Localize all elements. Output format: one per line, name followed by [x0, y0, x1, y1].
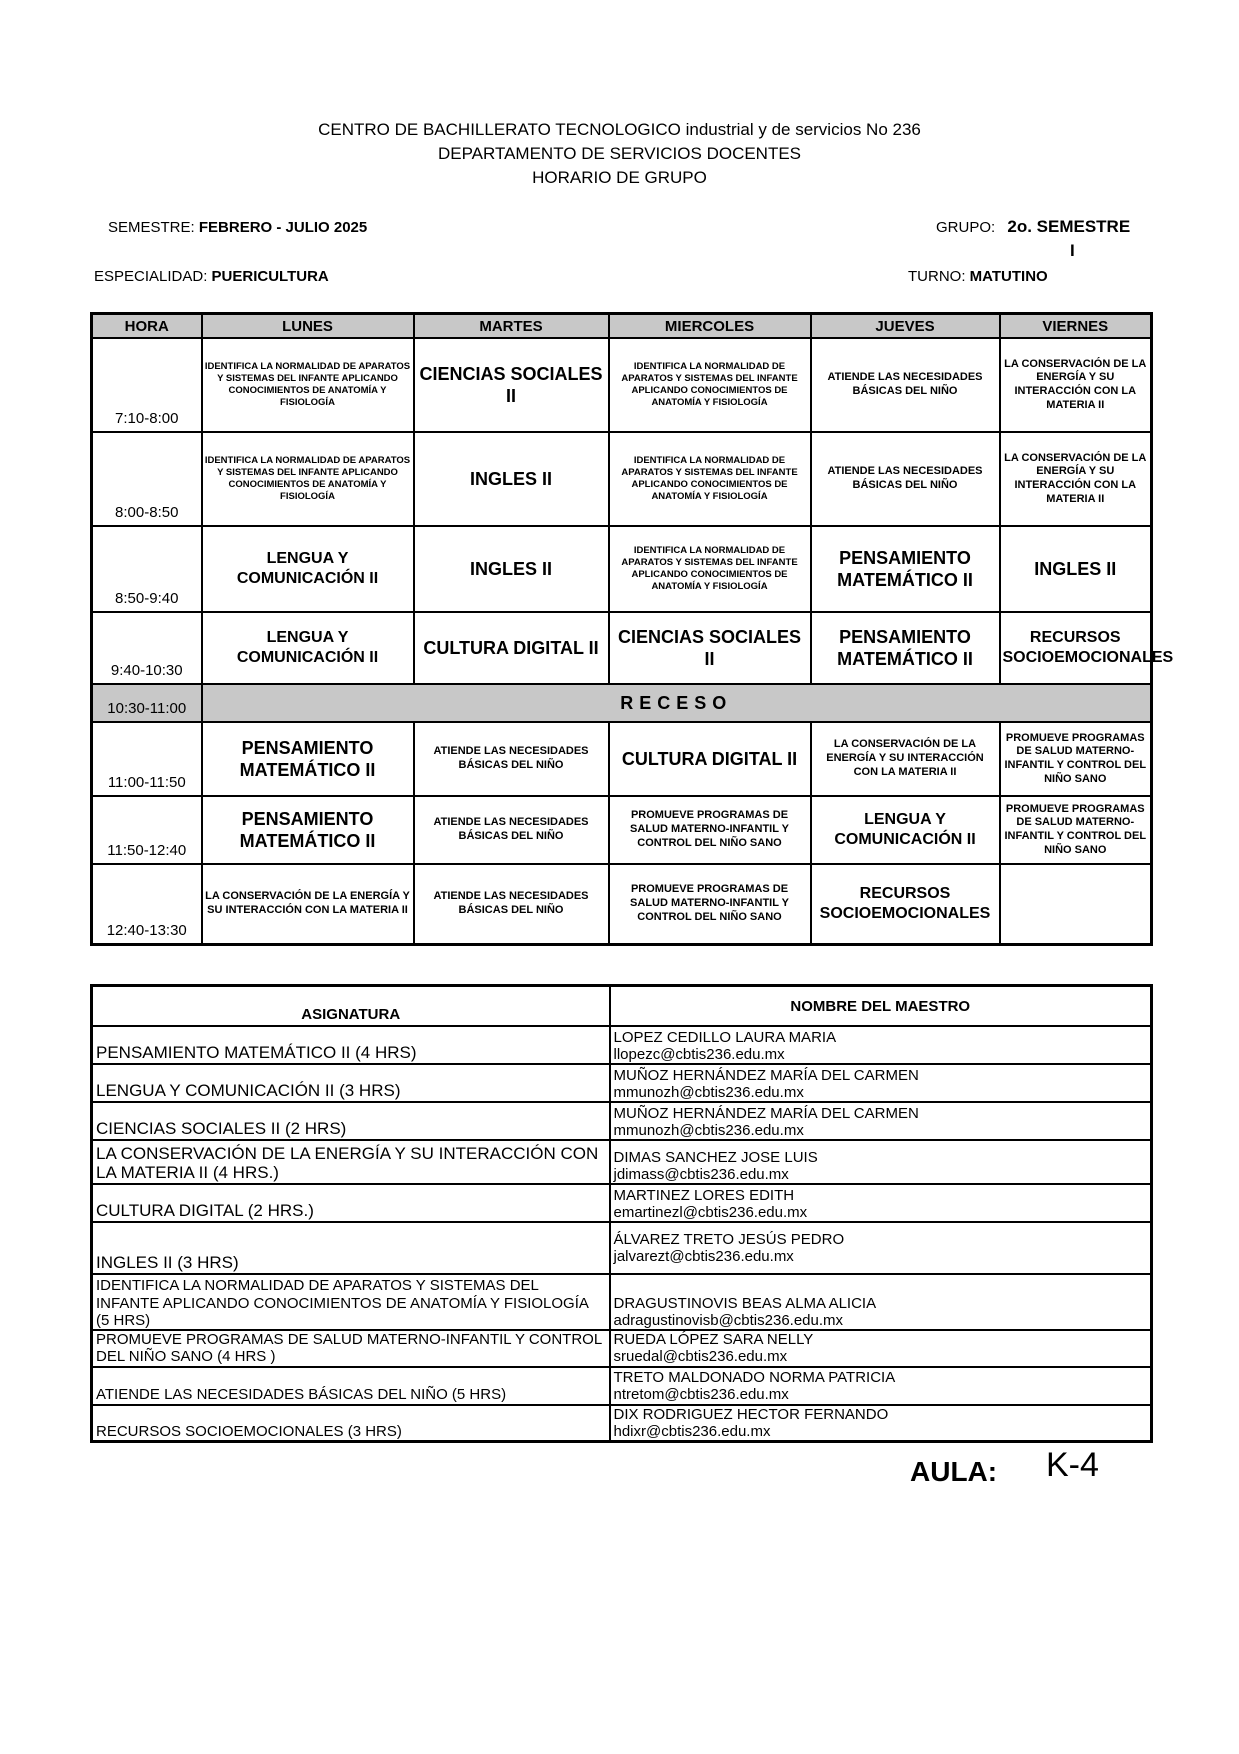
- teacher-info: [610, 1330, 1152, 1367]
- subject-name: RECURSOS SOCIOEMOCIONALES (3 HRS): [92, 1405, 610, 1442]
- schedule-table: [90, 312, 1174, 946]
- class-cell: ATIENDE LAS NECESIDADES BÁSICAS DEL NIÑO: [414, 722, 609, 796]
- teacher-email: ntretom@cbtis236.edu.mx: [613, 1386, 789, 1404]
- teacher-info: [610, 1184, 1152, 1222]
- hour-cell: 10:30-11:00: [92, 684, 202, 722]
- teacher-name: ÁLVAREZ TRETO JESÚS PEDRO: [613, 1230, 845, 1248]
- group-subvalue: I: [1070, 241, 1075, 260]
- hour-cell: 7:10-8:00: [92, 338, 202, 432]
- teacher-email: emartinezl@cbtis236.edu.mx: [613, 1203, 808, 1221]
- class-cell: IDENTIFICA LA NORMALIDAD DE APARATOS Y SISTEMAS DEL INFANTE APLICANDO CONOCIMIENTOS DE ANATOMÍA Y FISIOLOGÍA: [609, 338, 811, 432]
- class-cell: CULTURA DIGITAL II: [414, 612, 609, 684]
- hour-cell: 8:00-8:50: [92, 432, 202, 526]
- class-cell: INGLES II: [1000, 526, 1152, 612]
- hour-cell: 11:00-11:50: [92, 722, 202, 796]
- schedule-row: [92, 526, 1152, 612]
- teacher-name: DIX RODRIGUEZ HECTOR FERNANDO: [613, 1405, 889, 1423]
- teacher-row: [92, 1367, 1152, 1405]
- teacher-row: [92, 1222, 1152, 1274]
- class-cell: LA CONSERVACIÓN DE LA ENERGÍA Y SU INTERACCIÓN CON LA MATERIA II: [202, 864, 414, 944]
- teacher-info: [610, 1274, 1152, 1330]
- class-cell: IDENTIFICA LA NORMALIDAD DE APARATOS Y SISTEMAS DEL INFANTE APLICANDO CONOCIMIENTOS DE ANATOMÍA Y FISIOLOGÍA: [202, 432, 414, 526]
- subject-name: IDENTIFICA LA NORMALIDAD DE APARATOS Y SISTEMAS DEL INFANTE APLICANDO CONOCIMIENTOS DE ANATOMÍA Y FISIOLOGÍA (5 HRS): [92, 1274, 610, 1330]
- specialty-info: [94, 268, 329, 285]
- subject-name: LA CONSERVACIÓN DE LA ENERGÍA Y SU INTERACCIÓN CON LA MATERIA II (4 HRS.): [92, 1140, 610, 1184]
- class-cell: INGLES II: [414, 432, 609, 526]
- class-cell: [1000, 864, 1152, 944]
- class-cell: LENGUA Y COMUNICACIÓN II: [202, 612, 414, 684]
- teacher-row: [92, 1064, 1152, 1102]
- class-cell: ATIENDE LAS NECESIDADES BÁSICAS DEL NIÑO: [811, 432, 1000, 526]
- shift-info: [908, 268, 1048, 285]
- teacher-row: [92, 1405, 1152, 1442]
- teacher-row: [92, 1026, 1152, 1064]
- class-cell: PENSAMIENTO MATEMÁTICO II: [202, 722, 414, 796]
- header-friday: VIERNES: [1000, 314, 1152, 339]
- subject-header: ASIGNATURA: [92, 986, 610, 1027]
- hour-cell: 9:40-10:30: [92, 612, 202, 684]
- semester-info: [108, 219, 367, 236]
- teacher-row: [92, 1102, 1152, 1140]
- schedule-row: [92, 796, 1152, 864]
- class-cell: PROMUEVE PROGRAMAS DE SALUD MATERNO-INFANTIL Y CONTROL DEL NIÑO SANO: [1000, 796, 1152, 864]
- specialty-label: ESPECIALIDAD:: [94, 268, 208, 285]
- subject-name: LENGUA Y COMUNICACIÓN II (3 HRS): [92, 1064, 610, 1102]
- schedule-header-row: [92, 314, 1152, 339]
- subject-name: INGLES II (3 HRS): [92, 1222, 610, 1274]
- class-cell: RECURSOS SOCIOEMOCIONALES: [1000, 612, 1152, 684]
- header-tuesday: MARTES: [414, 314, 609, 339]
- teacher-header: NOMBRE DEL MAESTRO: [610, 986, 1152, 1027]
- group-value: 2o. SEMESTRE: [1007, 217, 1131, 236]
- teacher-row: [92, 1184, 1152, 1222]
- teacher-info: [610, 1140, 1152, 1184]
- document-title: HORARIO DE GRUPO: [532, 168, 707, 187]
- teacher-email: hdixr@cbtis236.edu.mx: [613, 1422, 771, 1440]
- teacher-email: llopezc@cbtis236.edu.mx: [613, 1045, 785, 1063]
- teacher-name: MUÑOZ HERNÁNDEZ MARÍA DEL CARMEN: [613, 1104, 919, 1122]
- schedule-row: [92, 338, 1152, 432]
- class-cell: RECURSOS SOCIOEMOCIONALES: [811, 864, 1000, 944]
- semester-label: SEMESTRE:: [108, 219, 195, 236]
- class-cell: PROMUEVE PROGRAMAS DE SALUD MATERNO-INFANTIL Y CONTROL DEL NIÑO SANO: [1000, 722, 1152, 796]
- class-cell: PENSAMIENTO MATEMÁTICO II: [202, 796, 414, 864]
- teacher-info: [610, 1026, 1152, 1064]
- hour-cell: 12:40-13:30: [92, 864, 202, 944]
- class-cell: LENGUA Y COMUNICACIÓN II: [202, 526, 414, 612]
- class-cell: PROMUEVE PROGRAMAS DE SALUD MATERNO-INFANTIL Y CONTROL DEL NIÑO SANO: [609, 796, 811, 864]
- department-name: DEPARTAMENTO DE SERVICIOS DOCENTES: [437, 144, 802, 163]
- class-cell: CIENCIAS SOCIALES II: [609, 612, 811, 684]
- teacher-name: RUEDA LÓPEZ SARA NELLY: [613, 1331, 814, 1348]
- teacher-email: mmunozh@cbtis236.edu.mx: [613, 1121, 804, 1139]
- teacher-email: sruedal@cbtis236.edu.mx: [613, 1348, 788, 1366]
- class-cell: ATIENDE LAS NECESIDADES BÁSICAS DEL NIÑO: [414, 796, 609, 864]
- header-thursday: JUEVES: [811, 314, 1000, 339]
- header-hour: HORA: [92, 314, 202, 339]
- hour-cell: 11:50-12:40: [92, 796, 202, 864]
- classroom-label: AULA:: [910, 1456, 998, 1487]
- class-cell: LA CONSERVACIÓN DE LA ENERGÍA Y SU INTERACCIÓN CON LA MATERIA II: [811, 722, 1000, 796]
- class-cell: CIENCIAS SOCIALES II: [414, 338, 609, 432]
- schedule-row: [92, 722, 1152, 796]
- document-header: [0, 118, 1239, 190]
- specialty-value: PUERICULTURA: [211, 268, 329, 285]
- header-wednesday: MIERCOLES: [609, 314, 811, 339]
- teacher-info: [610, 1222, 1152, 1274]
- teacher-email: adragustinovisb@cbtis236.edu.mx: [613, 1311, 844, 1329]
- class-cell: PENSAMIENTO MATEMÁTICO II: [811, 612, 1000, 684]
- teacher-row: [92, 1274, 1152, 1330]
- group-label: GRUPO:: [936, 219, 996, 236]
- hour-cell: 8:50-9:40: [92, 526, 202, 612]
- recess-label: RECESO: [202, 684, 1152, 722]
- class-cell: LENGUA Y COMUNICACIÓN II: [811, 796, 1000, 864]
- teacher-email: jdimass@cbtis236.edu.mx: [613, 1165, 789, 1183]
- teacher-row: [92, 1330, 1152, 1367]
- schedule-row: [92, 864, 1152, 944]
- schedule-row: [92, 432, 1152, 526]
- teacher-name: LOPEZ CEDILLO LAURA MARIA: [613, 1028, 837, 1046]
- school-name: CENTRO DE BACHILLERATO TECNOLOGICO industrial y de servicios No 236: [318, 120, 921, 139]
- class-cell: IDENTIFICA LA NORMALIDAD DE APARATOS Y SISTEMAS DEL INFANTE APLICANDO CONOCIMIENTOS DE ANATOMÍA Y FISIOLOGÍA: [609, 432, 811, 526]
- class-cell: IDENTIFICA LA NORMALIDAD DE APARATOS Y SISTEMAS DEL INFANTE APLICANDO CONOCIMIENTOS DE ANATOMÍA Y FISIOLOGÍA: [202, 338, 414, 432]
- class-cell: PROMUEVE PROGRAMAS DE SALUD MATERNO-INFANTIL Y CONTROL DEL NIÑO SANO: [609, 864, 811, 944]
- subject-name: PENSAMIENTO MATEMÁTICO II (4 HRS): [92, 1026, 610, 1064]
- teacher-row: [92, 1140, 1152, 1184]
- teacher-info: [610, 1102, 1152, 1140]
- teacher-info: [610, 1405, 1152, 1442]
- teacher-name: DRAGUSTINOVIS BEAS ALMA ALICIA: [613, 1294, 877, 1312]
- teacher-name: MARTINEZ LORES EDITH: [613, 1186, 795, 1204]
- class-cell: LA CONSERVACIÓN DE LA ENERGÍA Y SU INTERACCIÓN CON LA MATERIA II: [1000, 338, 1152, 432]
- semester-value: FEBRERO - JULIO 2025: [198, 219, 368, 236]
- class-cell: INGLES II: [414, 526, 609, 612]
- subject-name: CIENCIAS SOCIALES II (2 HRS): [92, 1102, 610, 1140]
- teacher-name: TRETO MALDONADO NORMA PATRICIA: [613, 1369, 896, 1386]
- header-monday: LUNES: [202, 314, 414, 339]
- teachers-table: [90, 984, 1153, 1443]
- class-cell: ATIENDE LAS NECESIDADES BÁSICAS DEL NIÑO: [414, 864, 609, 944]
- recess-row: [92, 684, 1152, 722]
- class-cell: CULTURA DIGITAL II: [609, 722, 811, 796]
- teacher-email: mmunozh@cbtis236.edu.mx: [613, 1083, 804, 1101]
- class-cell: LA CONSERVACIÓN DE LA ENERGÍA Y SU INTERACCIÓN CON LA MATERIA II: [1000, 432, 1152, 526]
- class-cell: PENSAMIENTO MATEMÁTICO II: [811, 526, 1000, 612]
- teachers-header-row: [92, 986, 1152, 1027]
- shift-label: TURNO:: [908, 268, 966, 285]
- teacher-name: MUÑOZ HERNÁNDEZ MARÍA DEL CARMEN: [613, 1066, 919, 1084]
- teacher-name: DIMAS SANCHEZ JOSE LUIS: [613, 1148, 818, 1166]
- classroom-value: K-4: [1046, 1446, 1099, 1484]
- subject-name: CULTURA DIGITAL (2 HRS.): [92, 1184, 610, 1222]
- subject-name: PROMUEVE PROGRAMAS DE SALUD MATERNO-INFANTIL Y CONTROL DEL NIÑO SANO (4 HRS ): [92, 1330, 610, 1367]
- teacher-info: [610, 1064, 1152, 1102]
- class-cell: IDENTIFICA LA NORMALIDAD DE APARATOS Y SISTEMAS DEL INFANTE APLICANDO CONOCIMIENTOS DE ANATOMÍA Y FISIOLOGÍA: [609, 526, 811, 612]
- teacher-email: jalvarezt@cbtis236.edu.mx: [613, 1248, 794, 1265]
- schedule-row: [92, 612, 1152, 684]
- teacher-info: [610, 1367, 1152, 1405]
- group-info: [936, 217, 1130, 237]
- class-cell: ATIENDE LAS NECESIDADES BÁSICAS DEL NIÑO: [811, 338, 1000, 432]
- subject-name: ATIENDE LAS NECESIDADES BÁSICAS DEL NIÑO (5 HRS): [92, 1367, 610, 1405]
- shift-value: MATUTINO: [969, 268, 1048, 285]
